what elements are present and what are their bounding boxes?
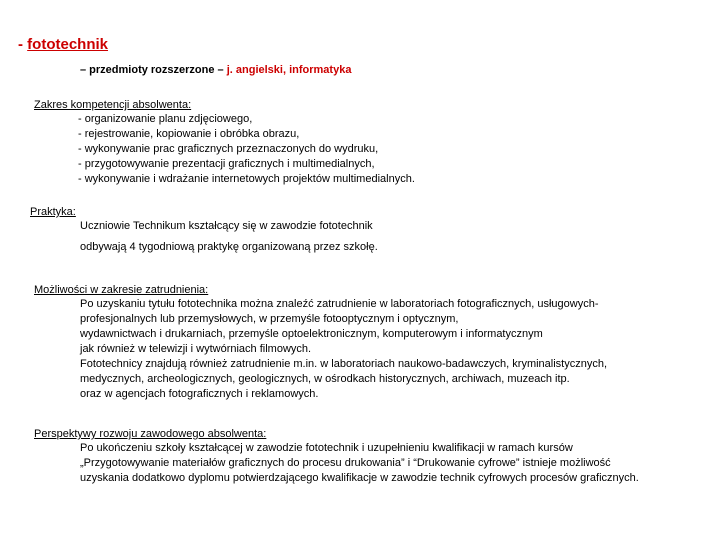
text-line: medycznych, archeologicznych, geologicznych, w ośrodkach historycznych, archiwach, muzeach itp.: [80, 373, 570, 385]
list-item: - wykonywanie prac graficznych przeznaczonych do wydruku,: [78, 143, 379, 155]
text-line: uzyskania dodatkowo dyplomu potwierdzającego kwalifikacje w zawodzie technik cyfrowych procesów graficznych.: [80, 472, 639, 484]
subtitle-highlight: j. angielski, informatyka: [226, 64, 352, 76]
title-dash: -: [18, 36, 23, 53]
competencies-heading: Zakres kompetencji absolwenta:: [34, 99, 192, 111]
perspectives-text: [80, 441, 639, 486]
text-line: Po ukończeniu szkoły kształcącej w zawodzie fototechnik i uzupełnieniu kwalifikacji w ramach kursów: [80, 442, 573, 454]
list-item: - rejestrowanie, kopiowanie i obróbka obrazu,: [78, 128, 300, 140]
title-word: fototechnik: [27, 36, 109, 53]
practice-heading: Praktyka:: [30, 206, 76, 218]
text-line: „Przygotowywanie materiałów graficznych do procesu drukowania” i “Drukowanie cyfrowe” istnieje możliwość: [80, 457, 611, 469]
text-line: Fototechnicy znajdują również zatrudnienie m.in. w laboratoriach naukowo-badawczych, kryminalistycznych,: [80, 358, 608, 370]
list-item: - organizowanie planu zdjęciowego,: [78, 113, 253, 125]
text-line: profesjonalnych lub przemysłowych, w przemyśle fotooptycznym i optycznym,: [80, 313, 459, 325]
practice-line: odbywają 4 tygodniową praktykę organizowaną przez szkołę.: [80, 241, 378, 253]
competencies-list: [78, 112, 415, 187]
text-line: oraz w agencjach fotograficznych i reklamowych.: [80, 388, 319, 400]
practice-line: Uczniowie Technikum kształcący się w zawodzie fototechnik: [80, 220, 373, 232]
subtitle-prefix: – przedmioty rozszerzone –: [80, 64, 227, 76]
text-line: jak również w telewizji i wytwórniach filmowych.: [80, 343, 312, 355]
perspectives-heading: Perspektywy rozwoju zawodowego absolwenta:: [34, 428, 267, 440]
employment-text: [80, 297, 607, 402]
subtitle: [80, 63, 351, 77]
page-title: [18, 36, 108, 54]
text-line: wydawnictwach i drukarniach, przemyśle optoelektronicznym, komputerowym i informatycznym: [80, 328, 543, 340]
employment-heading: Możliwości w zakresie zatrudnienia:: [34, 284, 209, 296]
text-line: Po uzyskaniu tytułu fototechnika można znaleźć zatrudnienie w laboratoriach fotograficznych, usługowych-: [80, 298, 599, 310]
list-item: - wykonywanie i wdrażanie internetowych projektów multimedialnych.: [78, 173, 415, 185]
list-item: - przygotowywanie prezentacji graficznych i multimedialnych,: [78, 158, 375, 170]
